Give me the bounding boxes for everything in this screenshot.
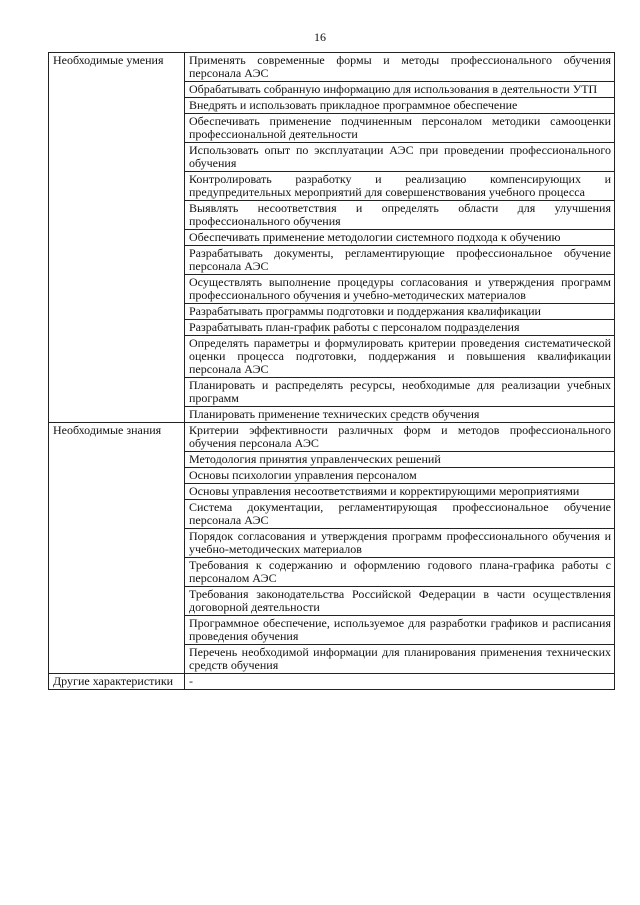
section-item: Основы психологии управления персоналом	[185, 468, 615, 484]
section-item: Осуществлять выполнение процедуры согласования и утверждения программ профессионального обучения и учебно-методических материалов	[185, 275, 615, 304]
section-item: -	[185, 674, 615, 690]
section-item: Основы управления несоответствиями и корректирующими мероприятиями	[185, 484, 615, 500]
section-item: Применять современные формы и методы профессионального обучения персонала АЭС	[185, 53, 615, 82]
page-number: 16	[314, 30, 326, 44]
section-item: Разрабатывать документы, регламентирующие профессиональное обучение персонала АЭС	[185, 246, 615, 275]
section-label: Необходимые знания	[49, 423, 185, 674]
section-item: Разрабатывать план-график работы с персоналом подразделения	[185, 320, 615, 336]
section-item: Система документации, регламентирующая профессиональное обучение персонала АЭС	[185, 500, 615, 529]
section-label: Другие характеристики	[49, 674, 185, 690]
section-item: Порядок согласования и утверждения программ профессионального обучения и учебно-методических материалов	[185, 529, 615, 558]
section-item: Определять параметры и формулировать критерии проведения систематической оценки процесса подготовки, поддержания и повышения квалификации персонала АЭС	[185, 336, 615, 378]
characteristics-table	[48, 52, 615, 690]
table-row	[49, 423, 615, 452]
section-label: Необходимые умения	[49, 53, 185, 423]
section-item: Критерии эффективности различных форм и методов профессионального обучения персонала АЭС	[185, 423, 615, 452]
section-item: Обеспечивать применение методологии системного подхода к обучению	[185, 230, 615, 246]
section-item: Обеспечивать применение подчиненным персоналом методики самооценки профессиональной деятельности	[185, 114, 615, 143]
section-item: Планировать применение технических средств обучения	[185, 407, 615, 423]
section-item: Требования законодательства Российской Федерации в части осуществления договорной деятельности	[185, 587, 615, 616]
section-item: Требования к содержанию и оформлению годового плана-графика работы с персоналом АЭС	[185, 558, 615, 587]
section-item: Использовать опыт по эксплуатации АЭС при проведении профессионального обучения	[185, 143, 615, 172]
section-item: Программное обеспечение, используемое для разработки графиков и расписания проведения обучения	[185, 616, 615, 645]
section-item: Внедрять и использовать прикладное программное обеспечение	[185, 98, 615, 114]
section-item: Перечень необходимой информации для планирования применения технических средств обучения	[185, 645, 615, 674]
section-item: Разрабатывать программы подготовки и поддержания квалификации	[185, 304, 615, 320]
section-item: Обрабатывать собранную информацию для использования в деятельности УТП	[185, 82, 615, 98]
table-body	[49, 53, 615, 690]
section-item: Выявлять несоответствия и определять области для улучшения профессионального обучения	[185, 201, 615, 230]
table-row	[49, 674, 615, 690]
table-row	[49, 53, 615, 82]
section-item: Планировать и распределять ресурсы, необходимые для реализации учебных программ	[185, 378, 615, 407]
section-item: Контролировать разработку и реализацию компенсирующих и предупредительных мероприятий для совершенствования учебного процесса	[185, 172, 615, 201]
section-item: Методология принятия управленческих решений	[185, 452, 615, 468]
